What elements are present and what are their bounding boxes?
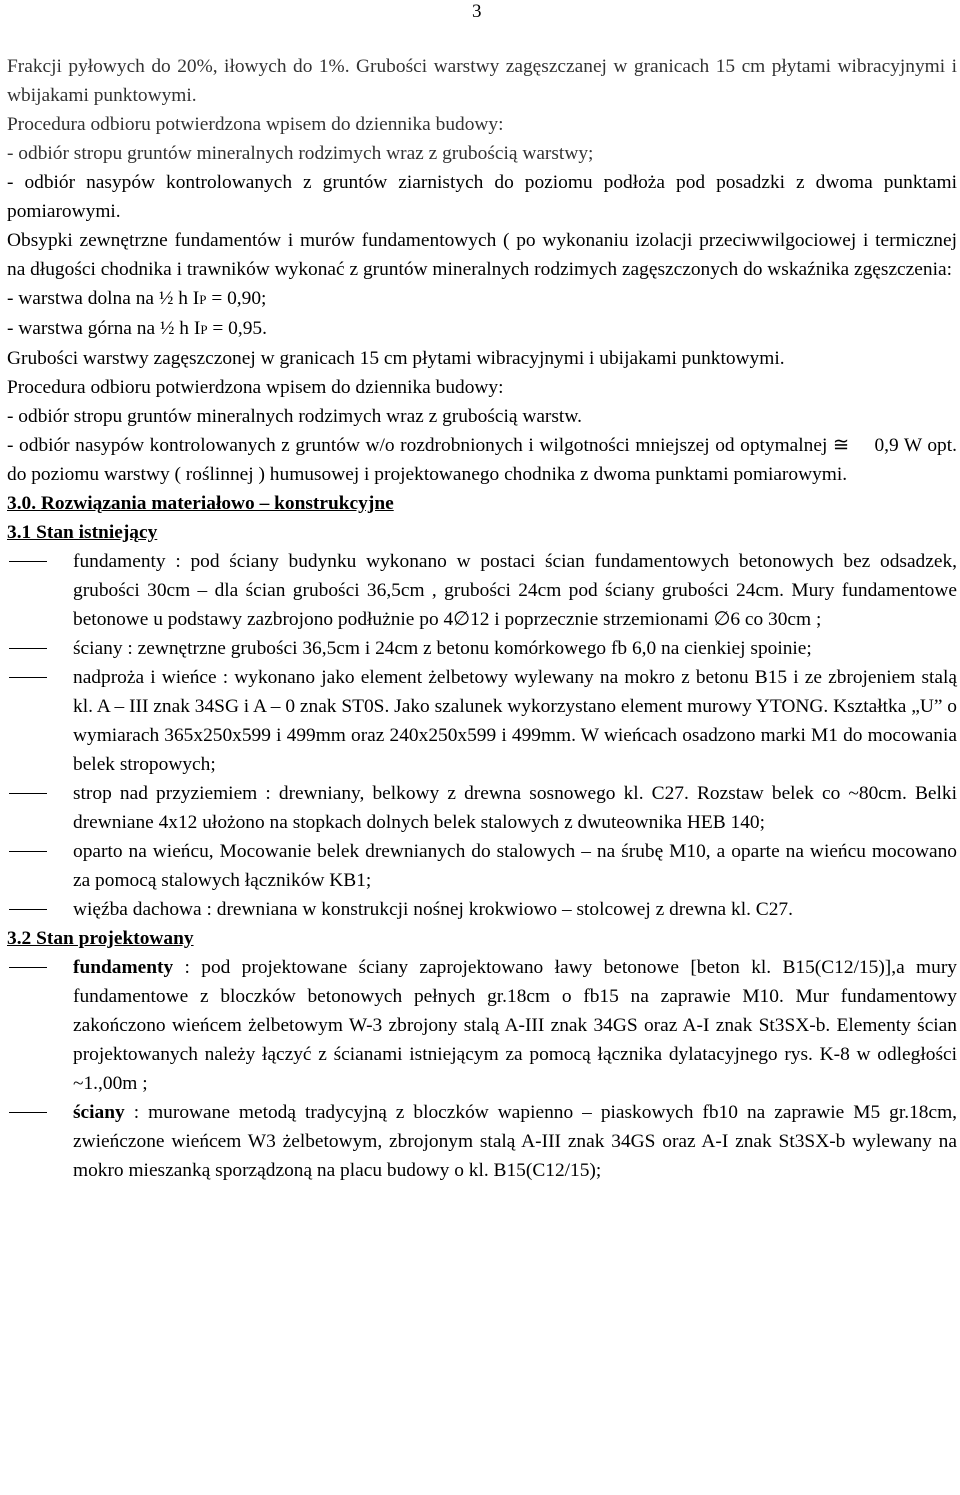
section-heading-3-1: 3.1 Stan istniejący <box>7 522 158 543</box>
list-item-designed-walls: ściany : murowane metodą tradycyjną z bloczków wapienno – piaskowych fb10 na zaprawie M5 gr.18cm, zwieńczone wieńcem W3 żelbetowym, zbrojonym stalą A-III znak 34GS oraz A-I znak St3SX-b wylewany na mokro mieszanką sporządzoną na placu budowy o kl. B15(C12/15); <box>73 1102 957 1181</box>
paragraph-fractions: Frakcji pyłowych do 20%, iłowych do 1%. Grubości warstwy zagęszczanej w granicach 15 cm płytami wibracyjnymi i wbijakami punktowymi. <box>7 56 957 106</box>
list-item-existing-walls: ściany : zewnętrzne grubości 36,5cm i 24cm z betonu komórkowego fb 6,0 na cienkiej spoinie; <box>73 638 812 659</box>
list-item-designed-foundations: fundamenty : pod projektowane ściany zaprojektowano ławy betonowe [beton kl. B15(C12/15)],a mury fundamentowe z bloczków betonowych pełnych gr.18cm o fb15 na zaprawie M10. Mur fundamentowy zakończono wieńcem żelbetowym W-3 zbrojony stalą A-III znak 34GS oraz A-I znak St3SX-b. Elementy ścian projektowanych należy łączyć z ścianami istniejącym za pomocą łącznika dylatacyjnego rys. K-8 w odległości ~1.,00m ; <box>73 957 957 1094</box>
paragraph-procedure-2: Procedura odbioru potwierdzona wpisem do dziennika budowy: <box>7 377 504 398</box>
list-item-existing-ceiling: strop nad przyziemiem : drewniany, belkowy z drewna sosnowego kl. C27. Rozstaw belek co ~80cm. Belki drewniane 4x12 ułożono na stopkach dolnych belek stalowych z dwuteownika HEB 140; <box>73 783 957 833</box>
paragraph-acceptance-2: - odbiór nasypów kontrolowanych z gruntów ziarnistych do poziomu podłoża pod posadzki z dwoma punktami pomiarowymi. <box>7 172 957 222</box>
page-number: 3 <box>472 1 482 22</box>
list-item-existing-roof: więźba dachowa : drewniana w konstrukcji nośnej krokwiowo – stolcowej z drewna kl. C27. <box>73 899 793 920</box>
section-heading-3-2: 3.2 Stan projektowany <box>7 928 194 949</box>
paragraph-acceptance-4: - odbiór nasypów kontrolowanych z gruntów w/o rozdrobnionych i wilgotności mniejszej od optymalnej ≅ 0,9 W opt. do poziomu warstwy ( roślinnej ) humusowej i projektowanego chodnika z dwoma punktami pomiarowymi. <box>7 435 957 485</box>
paragraph-thickness: Grubości warstwy zagęszczonej w granicach 15 cm płytami wibracyjnymi i ubijakami punktowymi. <box>7 348 785 369</box>
list-item-existing-foundations: fundamenty : pod ściany budynku wykonano w postaci ścian fundamentowych betonowych bez odsadzek, grubości 30cm – dla ścian grubości 36,5cm , grubości 24cm pod ściany grubości 24cm. Mury fundamentowe betonowe u podstawy zazbrojono podłużnie po 4∅12 i poprzecznie strzemionami ∅6 co 30cm ; <box>73 551 957 630</box>
paragraph-lower-layer: - warstwa dolna na ½ h IP = 0,90; <box>7 288 267 309</box>
list-item-existing-support: oparto na wieńcu, Mocowanie belek drewnianych do stalowych – na śrubę M10, a oparte na wieńcu mocowano za pomocą stalowych łączników KB1; <box>73 841 957 891</box>
list-item-existing-lintels: nadproża i wieńce : wykonano jako element żelbetowy wylewany na mokro z betonu B15 i ze zbrojeniem stalą kl. A – III znak 34SG i A – 0 znak ST0S. Jako szalunek wykorzystano element murowy YTONG. Kształtka „U” o wymiarach 365x250x599 i 499mm oraz 240x250x599 i 499mm. W wieńcach osadzono marki M1 do mocowania belek stropowych; <box>73 667 957 775</box>
paragraph-backfill: Obsypki zewnętrzne fundamentów i murów fundamentowych ( po wykonaniu izolacji przeciwwilgociowej i termicznej na długości chodnika i trawników wykonać z gruntów mineralnych rodzimych zagęszczonych do wskaźnika zgęszczenia: <box>7 230 957 280</box>
document-body <box>7 52 957 1185</box>
paragraph-acceptance-3: - odbiór stropu gruntów mineralnych rodzimych wraz z grubością warstw. <box>7 406 582 427</box>
paragraph-upper-layer: - warstwa górna na ½ h IP = 0,95. <box>7 318 267 339</box>
paragraph-acceptance-1: - odbiór stropu gruntów mineralnych rodzimych wraz z grubością warstwy; <box>7 143 594 164</box>
section-heading-3-0: 3.0. Rozwiązania materiałowo – konstrukcyjne <box>7 493 394 514</box>
paragraph-procedure-1: Procedura odbioru potwierdzona wpisem do dziennika budowy: <box>7 114 504 135</box>
